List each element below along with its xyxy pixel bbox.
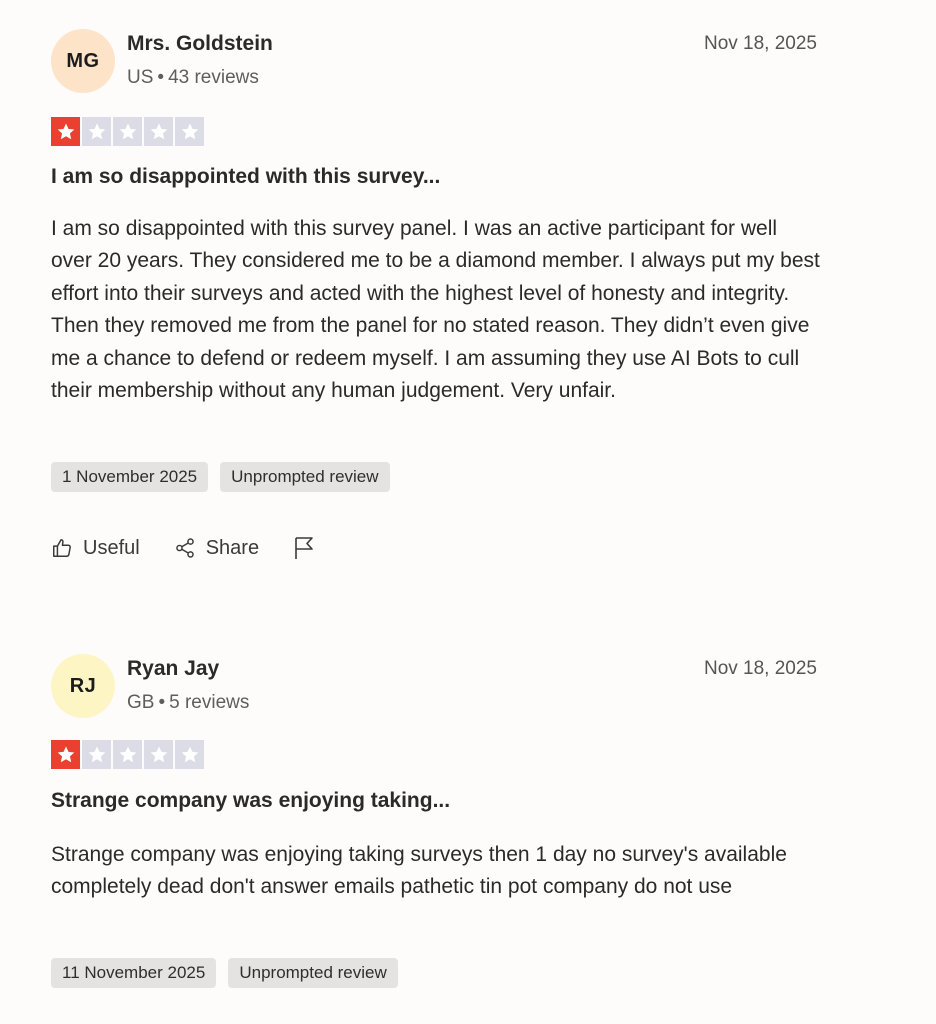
review-date: Nov 18, 2025 — [703, 658, 817, 679]
star-icon — [118, 122, 138, 142]
star-rating — [51, 117, 204, 146]
star-icon — [149, 745, 169, 765]
review-header — [51, 654, 817, 720]
reviewer-meta: GB • 5 reviews — [127, 692, 250, 713]
review-type-tag[interactable]: Unprompted review — [228, 958, 397, 988]
star-empty — [144, 117, 173, 146]
reviewer-name[interactable]: Mrs. Goldstein — [127, 32, 273, 55]
review-tags — [51, 462, 390, 492]
review-card — [51, 29, 820, 559]
useful-label: Useful — [83, 536, 140, 559]
share-button[interactable] — [174, 537, 259, 560]
star-filled — [51, 117, 80, 146]
useful-button[interactable] — [51, 537, 140, 560]
star-icon — [180, 122, 200, 142]
star-icon — [149, 122, 169, 142]
thumbs-up-icon — [51, 537, 73, 559]
experience-date-tag: 1 November 2025 — [51, 462, 208, 492]
star-filled — [51, 740, 80, 769]
star-icon — [87, 745, 107, 765]
review-title[interactable]: Strange company was enjoying taking... — [51, 789, 451, 812]
star-rating — [51, 740, 204, 769]
star-empty — [82, 740, 111, 769]
review-date: Nov 18, 2025 — [703, 33, 817, 54]
star-icon — [118, 745, 138, 765]
review-body: Strange company was enjoying taking surveys then 1 day no survey's available completely dead don't answer emails pathetic tin pot company do not use — [51, 843, 787, 899]
review-card — [51, 654, 817, 982]
star-empty — [113, 740, 142, 769]
star-empty — [82, 117, 111, 146]
star-icon — [180, 745, 200, 765]
experience-date-tag: 11 November 2025 — [51, 958, 216, 988]
review-type-tag[interactable]: Unprompted review — [220, 462, 389, 492]
review-tags — [51, 958, 398, 988]
reviewer-review-count: 5 reviews — [169, 692, 250, 713]
report-button[interactable] — [293, 536, 315, 560]
star-empty — [175, 117, 204, 146]
review-body: I am so disappointed with this survey panel. I was an active participant for well over 20 years. They considered me to be a diamond member. I always put my best effort into their surveys and acted with the highest level of honesty and integrity. Then they removed me from the panel for no stated reason. They didn’t even give me a chance to defend or redeem myself. I am assuming they use AI Bots to cull their membership without any human judgement. Very unfair. — [51, 217, 820, 403]
avatar: RJ — [51, 654, 115, 718]
share-label: Share — [205, 536, 260, 559]
reviewer-country: US — [127, 67, 154, 88]
review-actions — [51, 536, 349, 560]
star-empty — [113, 117, 142, 146]
star-empty — [144, 740, 173, 769]
reviewer-country: GB — [127, 692, 155, 713]
star-icon — [56, 122, 76, 142]
star-icon — [87, 122, 107, 142]
reviewer-meta: US • 43 reviews — [127, 67, 259, 88]
review-title[interactable]: I am so disappointed with this survey... — [51, 165, 441, 188]
share-icon — [174, 537, 196, 559]
avatar: MG — [51, 29, 115, 93]
reviewer-name[interactable]: Ryan Jay — [127, 657, 220, 680]
flag-icon — [293, 536, 315, 560]
star-empty — [175, 740, 204, 769]
reviewer-review-count: 43 reviews — [168, 67, 259, 88]
review-header — [51, 29, 817, 95]
star-icon — [56, 745, 76, 765]
